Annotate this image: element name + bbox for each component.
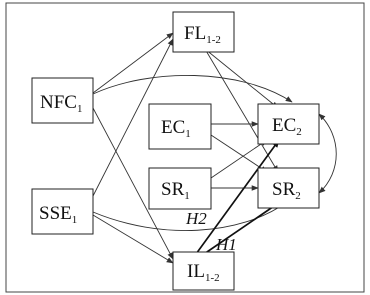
node-ec1-label: EC bbox=[161, 117, 186, 138]
node-fl-label: FL bbox=[184, 23, 207, 44]
node-il bbox=[173, 252, 234, 290]
node-nfc1-subscript: 1 bbox=[76, 103, 83, 115]
node-sr1-label: SR bbox=[161, 179, 185, 200]
svg-text:NFC1 bbox=[40, 92, 82, 115]
node-sr1-subscript: 1 bbox=[184, 190, 190, 202]
hypothesis-h2-label: H2 bbox=[186, 209, 207, 228]
node-nfc1 bbox=[32, 78, 93, 123]
node-fl-subscript: 1-2 bbox=[206, 34, 221, 46]
node-sr2-label: SR bbox=[272, 179, 296, 200]
node-ec2 bbox=[258, 104, 319, 144]
svg-text:SSE1 bbox=[39, 203, 77, 226]
node-il-label: IL bbox=[187, 261, 205, 282]
node-ec1 bbox=[149, 104, 211, 149]
node-ec1-subscript: 1 bbox=[185, 128, 191, 140]
node-nfc1-label: NFC bbox=[40, 92, 77, 113]
node-fl bbox=[173, 12, 234, 52]
node-sr2 bbox=[258, 168, 319, 208]
hypothesis-h1-label: H1 bbox=[216, 235, 237, 254]
node-sse1 bbox=[32, 189, 93, 234]
node-ec2-subscript: 2 bbox=[296, 126, 302, 138]
node-sr1 bbox=[149, 168, 211, 209]
node-sse1-subscript: 1 bbox=[71, 214, 78, 226]
node-sr2-subscript: 2 bbox=[295, 190, 301, 202]
node-sse1-label: SSE bbox=[39, 203, 72, 224]
node-il-subscript: 1-2 bbox=[204, 272, 220, 284]
node-ec2-label: EC bbox=[272, 115, 297, 136]
